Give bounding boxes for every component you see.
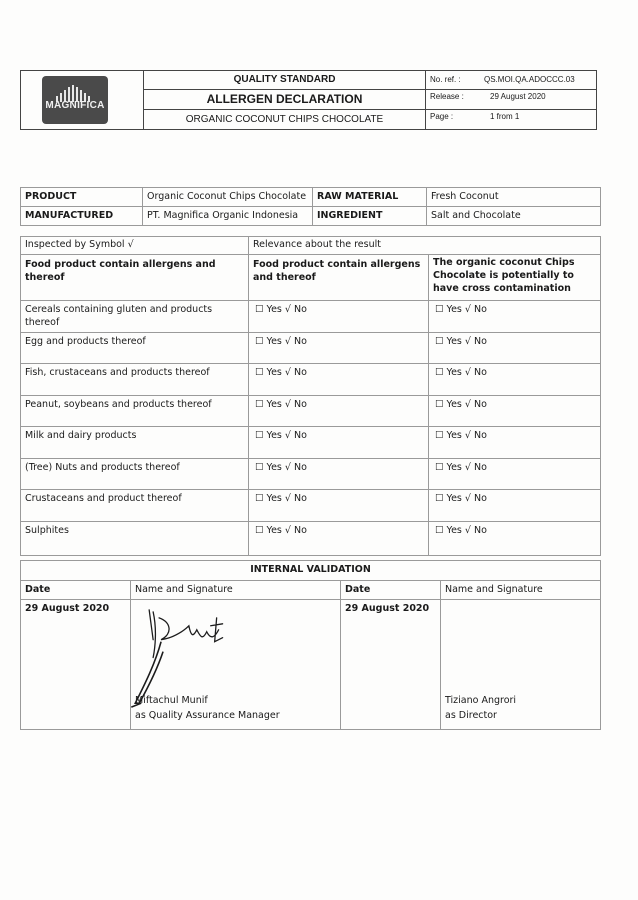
product-info-table <box>20 187 601 226</box>
table-row <box>21 458 601 490</box>
right-date-label: Date <box>341 581 441 600</box>
contains-allergen-answer: ☐ Yes √ No <box>249 458 429 490</box>
allergen-table <box>20 236 601 556</box>
product-label: PRODUCT <box>21 188 143 207</box>
release-cell <box>426 90 597 110</box>
ingredient-label: INGREDIENT <box>313 207 427 226</box>
quality-standard-label: QUALITY STANDARD <box>144 71 426 90</box>
table-row <box>21 521 601 555</box>
table-row <box>21 332 601 364</box>
left-signature-cell <box>131 600 341 730</box>
logo-text: MAGNIFICA <box>45 100 105 111</box>
left-signer-role: as Quality Assurance Manager <box>135 710 280 721</box>
contains-allergen-answer: ☐ Yes √ No <box>249 521 429 555</box>
col3-header: The organic coconut Chips Chocolate is potentially to have cross contamination <box>429 255 601 301</box>
table-row <box>21 427 601 459</box>
contains-allergen-answer: ☐ Yes √ No <box>249 332 429 364</box>
ingredient-value: Salt and Chocolate <box>427 207 601 226</box>
right-name-signature-label: Name and Signature <box>441 581 601 600</box>
left-date-value: 29 August 2020 <box>21 600 131 730</box>
page-label: Page : <box>430 112 454 121</box>
contains-allergen-answer: ☐ Yes √ No <box>249 427 429 459</box>
cross-contamination-answer: ☐ Yes √ No <box>429 301 601 333</box>
release-value: 29 August 2020 <box>490 92 546 101</box>
allergen-name: Cereals containing gluten and products thereof <box>21 301 249 333</box>
allergen-name: Crustaceans and product thereof <box>21 490 249 522</box>
manufactured-value: PT. Magnifica Organic Indonesia <box>143 207 313 226</box>
right-date-value: 29 August 2020 <box>341 600 441 730</box>
table-row <box>21 364 601 396</box>
manufactured-label: MANUFACTURED <box>21 207 143 226</box>
document-title: ALLERGEN DECLARATION <box>144 90 426 110</box>
page-value: 1 from 1 <box>490 112 520 121</box>
cross-contamination-answer: ☐ Yes √ No <box>429 458 601 490</box>
no-ref-value: QS.MOI.QA.ADOCCC.03 <box>484 74 575 84</box>
right-signer-name: Tiziano Angrori <box>445 695 517 706</box>
document-subtitle: ORGANIC COCONUT CHIPS CHOCOLATE <box>144 110 426 130</box>
table-row <box>21 301 601 333</box>
logo-cell <box>21 71 144 130</box>
relevance-label: Relevance about the result <box>249 237 601 255</box>
cross-contamination-answer: ☐ Yes √ No <box>429 490 601 522</box>
allergen-name: (Tree) Nuts and products thereof <box>21 458 249 490</box>
contains-allergen-answer: ☐ Yes √ No <box>249 364 429 396</box>
table-row <box>21 490 601 522</box>
cross-contamination-answer: ☐ Yes √ No <box>429 364 601 396</box>
allergen-name: Milk and dairy products <box>21 427 249 459</box>
allergen-name: Peanut, soybeans and products thereof <box>21 395 249 427</box>
cross-contamination-answer: ☐ Yes √ No <box>429 332 601 364</box>
right-signature-cell <box>441 600 601 730</box>
right-signer-role: as Director <box>445 710 497 721</box>
contains-allergen-answer: ☐ Yes √ No <box>249 395 429 427</box>
raw-material-label: RAW MATERIAL <box>313 188 427 207</box>
no-ref-cell <box>426 71 597 90</box>
allergen-name: Egg and products thereof <box>21 332 249 364</box>
cross-contamination-answer: ☐ Yes √ No <box>429 521 601 555</box>
page-cell <box>426 110 597 130</box>
left-signer-name: Miftachul Munif <box>135 695 208 706</box>
contains-allergen-answer: ☐ Yes √ No <box>249 301 429 333</box>
cross-contamination-answer: ☐ Yes √ No <box>429 395 601 427</box>
raw-material-value: Fresh Coconut <box>427 188 601 207</box>
left-name-signature-label: Name and Signature <box>131 581 341 600</box>
product-value: Organic Coconut Chips Chocolate <box>143 188 313 207</box>
validation-table <box>20 560 601 730</box>
inspected-by-label: Inspected by Symbol √ <box>21 237 249 255</box>
document-header-table <box>20 70 597 130</box>
table-row <box>21 395 601 427</box>
left-date-label: Date <box>21 581 131 600</box>
allergen-name: Fish, crustaceans and products thereof <box>21 364 249 396</box>
cross-contamination-answer: ☐ Yes √ No <box>429 427 601 459</box>
col2-header: Food product contain allergens and thereof <box>249 255 429 301</box>
contains-allergen-answer: ☐ Yes √ No <box>249 490 429 522</box>
col1-header: Food product contain allergens and thereof <box>21 255 249 301</box>
release-label: Release : <box>430 92 464 101</box>
internal-validation-title: INTERNAL VALIDATION <box>21 561 601 581</box>
allergen-name: Sulphites <box>21 521 249 555</box>
no-ref-label: No. ref. : <box>430 74 461 84</box>
